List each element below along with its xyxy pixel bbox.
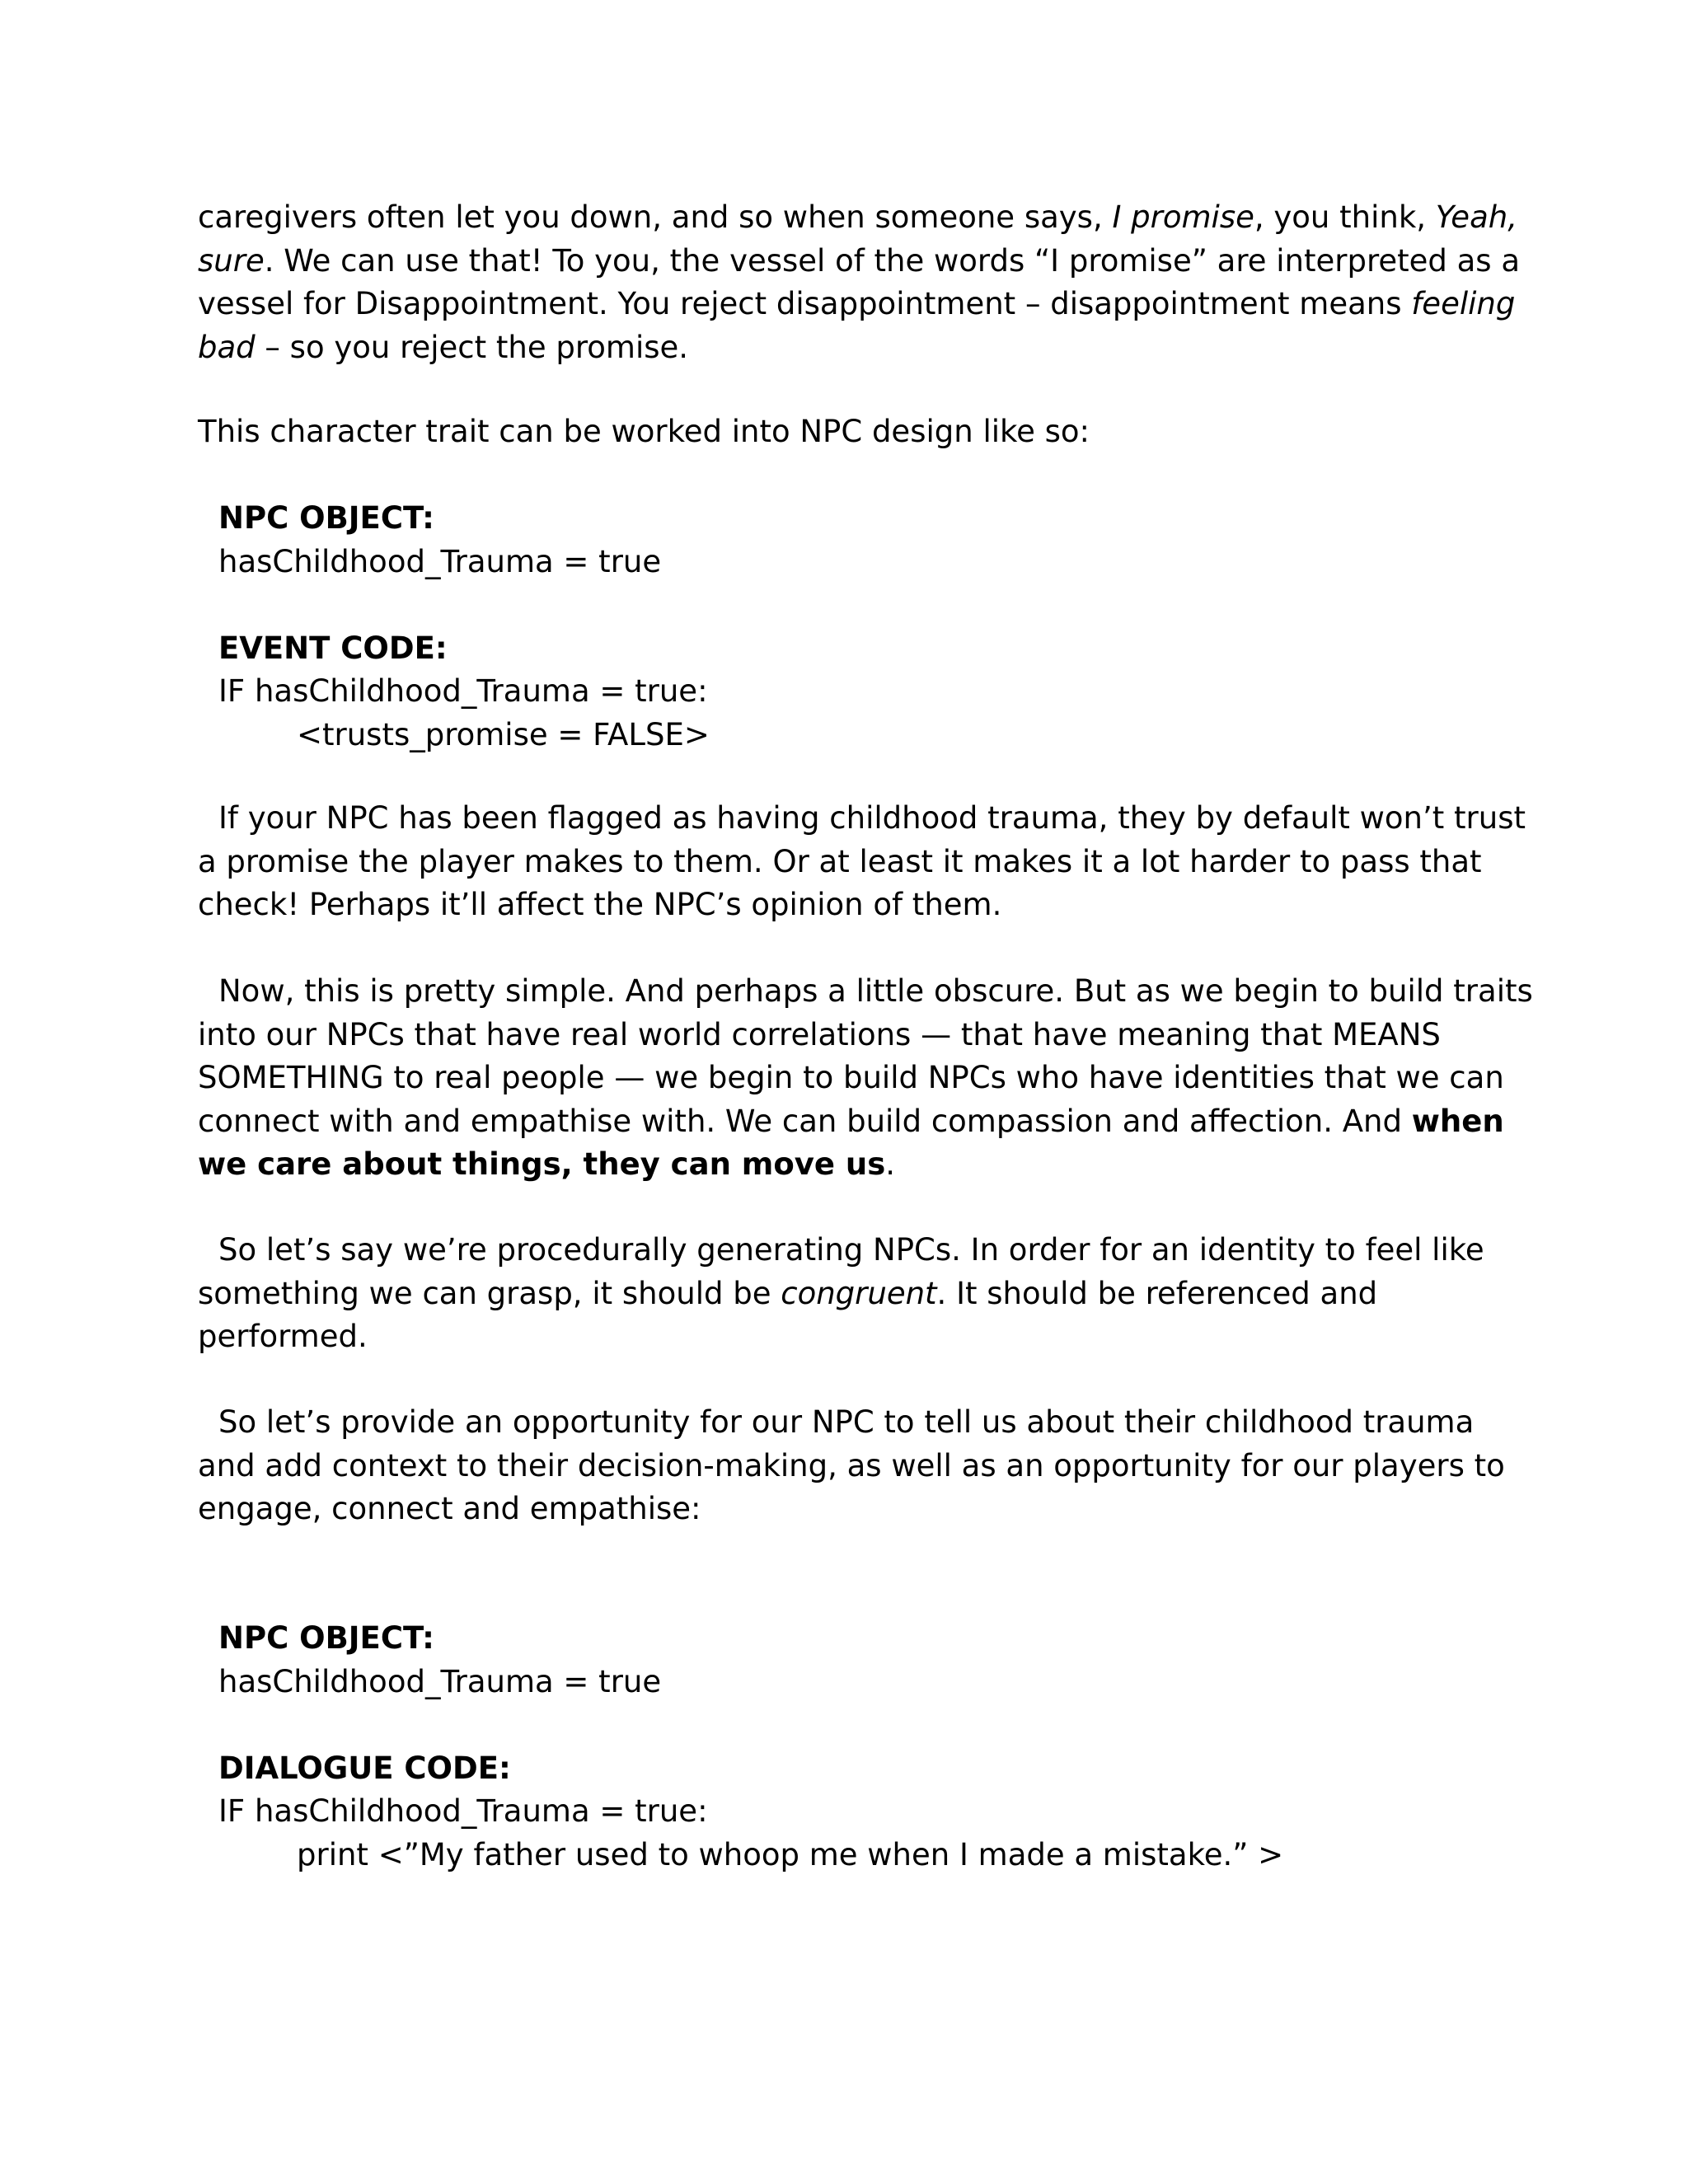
code-line: IF hasChildhood_Trauma = true: — [218, 673, 708, 709]
code-line: hasChildhood_Trauma = true — [218, 1663, 662, 1699]
emphasis-text: Yeah, — [1435, 199, 1517, 235]
code-block-event — [198, 497, 1492, 757]
text-line: into our NPCs that have real world correlations — that have meaning that MEANS — [198, 1016, 1441, 1052]
text-line — [198, 1272, 1492, 1316]
blank-line — [198, 583, 1492, 627]
text-line: performed. — [198, 1319, 368, 1354]
emphasis-text: congruent — [781, 1275, 937, 1311]
text-run: . We can use that! To you, the vessel of the words “I promise” are interpreted as a — [264, 242, 1521, 279]
paragraph-caregivers — [198, 196, 1521, 369]
code-line: hasChildhood_Trauma = true — [218, 543, 662, 579]
code-block-dialogue — [198, 1617, 1492, 1877]
text-run: . — [885, 1146, 895, 1182]
bold-text: we care about things, they can move us — [198, 1146, 886, 1182]
code-line: print <”My father used to whoop me when I made a mistake.” > — [297, 1836, 1284, 1872]
text-line — [198, 283, 1516, 326]
code-heading-event-code: EVENT CODE: — [218, 630, 448, 666]
text-run: – so you reject the promise. — [255, 329, 689, 365]
emphasis-text: sure — [198, 242, 265, 279]
paragraph-real-world — [198, 970, 1533, 1187]
text-line: check! Perhaps it’ll affect the NPC’s opinion of them. — [198, 887, 1002, 922]
text-line: and add context to their decision-making, as well as an opportunity for our players to — [198, 1447, 1505, 1483]
text-line — [198, 1100, 1504, 1144]
emphasis-text: I promise — [1112, 199, 1254, 235]
text-line: Now, this is pretty simple. And perhaps a little obscure. But as we begin to build traits — [218, 973, 1533, 1009]
text-line: If your NPC has been flagged as having childhood trauma, they by default won’t trust — [218, 800, 1526, 836]
paragraph-procedural — [198, 1229, 1492, 1359]
blank-line — [198, 1704, 1492, 1747]
text-run: , you think, — [1254, 199, 1436, 235]
code-line: IF hasChildhood_Trauma = true: — [218, 1793, 708, 1829]
text-run: something we can grasp, it should be — [198, 1275, 781, 1311]
code-line: <trusts_promise = FALSE> — [297, 716, 710, 752]
text-line — [198, 326, 1492, 370]
text-line: a promise the player makes to them. Or at least it makes it a lot harder to pass that — [198, 843, 1482, 879]
text-line — [198, 1143, 1492, 1187]
text-run: . It should be referenced and — [936, 1275, 1378, 1311]
emphasis-text: feeling — [1411, 286, 1516, 321]
bold-text: when — [1411, 1103, 1504, 1139]
text-line — [198, 196, 1517, 240]
text-run: caregivers often let you down, and so when someone says, — [198, 199, 1113, 235]
paragraph-flagged-trauma — [198, 797, 1526, 927]
code-heading-npc-object: NPC OBJECT: — [218, 500, 434, 536]
text-line — [198, 240, 1521, 284]
paragraph-opportunity — [198, 1401, 1505, 1531]
text-line: So let’s say we’re procedurally generating NPCs. In order for an identity to feel like — [218, 1232, 1484, 1268]
text-line: SOMETHING to real people — we begin to build NPCs who have identities that we can — [198, 1060, 1504, 1095]
text-line: So let’s provide an opportunity for our NPC to tell us about their childhood trauma — [218, 1404, 1475, 1440]
paragraph-intro-trait — [198, 410, 1492, 454]
text-run: vessel for Disappointment. You reject disappointment – disappointment means — [198, 286, 1412, 321]
text-line: engage, connect and empathise: — [198, 1491, 701, 1526]
code-heading-npc-object: NPC OBJECT: — [218, 1620, 434, 1656]
text-line: This character trait can be worked into NPC design like so: — [198, 414, 1090, 449]
emphasis-text: bad — [198, 329, 256, 365]
code-heading-dialogue-code: DIALOGUE CODE: — [218, 1750, 511, 1786]
text-run: connect with and empathise with. We can build compassion and affection. And — [198, 1103, 1412, 1139]
